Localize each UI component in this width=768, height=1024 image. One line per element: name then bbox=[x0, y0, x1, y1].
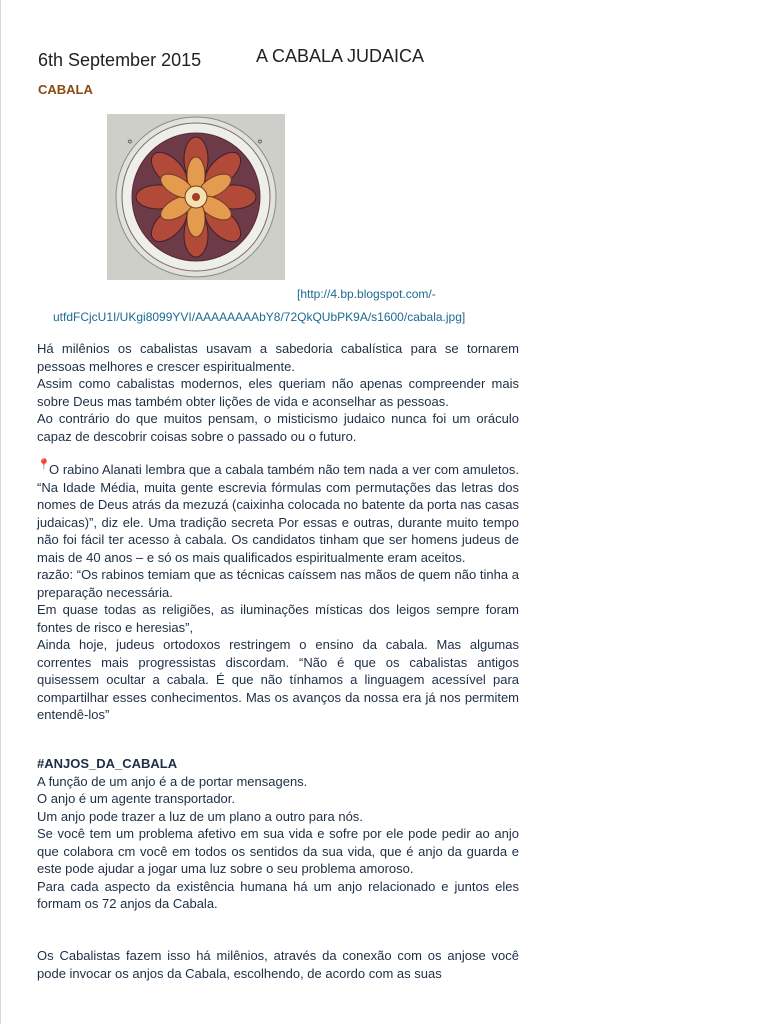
mandala-image[interactable] bbox=[107, 114, 285, 280]
paragraph: Se você tem um problema afetivo em sua vida e sofre por ele pode pedir ao anjo que colabora cm você em todos os sentidos da sua vida, que é anjo da guarda e este pode ajudar a jogar uma luz sobre o seu problema amoroso. bbox=[37, 826, 519, 876]
mandala-icon bbox=[107, 114, 285, 280]
pin-icon: 📍 bbox=[37, 459, 51, 471]
image-source-link[interactable]: [http://4.bp.blogspot.com/- bbox=[297, 287, 436, 301]
paragraph: O rabino Alanati lembra que a cabala também não tem nada a ver com amuletos. “Na Idade Média, muita gente escrevia fórmulas com permutações das letras dos nomes de Deus atrás da mezuzá (caixinha colocada no batente da porta nas casas judaicas)”, diz ele. Uma tradição secreta Por essas e outras, durante muito tempo não foi fácil ter acesso à cabala. Os candidatos tinham que ser homens judeus de mais de 40 anos – e só os mais qualificados espiritualmente eram aceitos. bbox=[37, 462, 519, 565]
paragraph: A função de um anjo é a de portar mensagens. bbox=[37, 773, 308, 789]
paragraph: Ao contrário do que muitos pensam, o misticismo judaico nunca foi um oráculo capaz de descobrir coisas sobre o passado ou o futuro. bbox=[37, 411, 519, 444]
paragraph: Há milênios os cabalistas usavam a sabedoria cabalística para se tornarem pessoas melhores e crescer espiritualmente. bbox=[37, 341, 519, 374]
page-title: A CABALA JUDAICA bbox=[256, 46, 425, 66]
angels-section bbox=[37, 755, 519, 913]
closing-section bbox=[37, 947, 519, 982]
paragraph: Para cada aspecto da existência humana há um anjo relacionado e juntos eles formam os 72 anjos da Cabala. bbox=[37, 878, 519, 911]
paragraph: Um anjo pode trazer a luz de um plano a outro para nós. bbox=[37, 808, 363, 824]
history-section bbox=[37, 461, 519, 724]
paragraph: O anjo é um agente transportador. bbox=[37, 791, 236, 806]
paragraph: Assim como cabalistas modernos, eles queriam não apenas compreender mais sobre Deus mas também obter lições de vida e aconselhar as pessoas. bbox=[37, 376, 519, 409]
svg-text:✡: ✡ bbox=[127, 138, 133, 146]
image-source-link-continued[interactable]: utfdFCjcU1I/UKgi8099YVI/AAAAAAAAbY8/72QkQUbPK9A/s1600/cabala.jpg] bbox=[53, 310, 466, 324]
post-label[interactable]: CABALA bbox=[38, 82, 93, 97]
intro-section bbox=[37, 340, 519, 445]
paragraph: razão: “Os rabinos temiam que as técnicas caíssem nas mãos de quem não tinha a preparação necessária. bbox=[37, 567, 519, 600]
page-border bbox=[0, 0, 1, 1024]
post-date: 6th September 2015 bbox=[38, 50, 202, 70]
paragraph: Em quase todas as religiões, as iluminações místicas dos leigos sempre foram fontes de risco e heresias”, bbox=[37, 602, 519, 635]
svg-text:✡: ✡ bbox=[257, 138, 263, 146]
paragraph: Ainda hoje, judeus ortodoxos restringem o ensino da cabala. Mas algumas correntes mais progressistas discordam. “Não é que os cabalistas antigos quisessem ocultar a cabala. É que não tínhamos a linguagem acessível para compartilhar esses conhecimentos. Mas os avanços da nossa era já nos permitem entendê-los” bbox=[37, 637, 519, 722]
paragraph: Os Cabalistas fazem isso há milênios, através da conexão com os anjose você pode invocar os anjos da Cabala, escolhendo, de acordo com as suas bbox=[37, 948, 519, 981]
section-heading[interactable]: #ANJOS_DA_CABALA bbox=[37, 756, 178, 771]
